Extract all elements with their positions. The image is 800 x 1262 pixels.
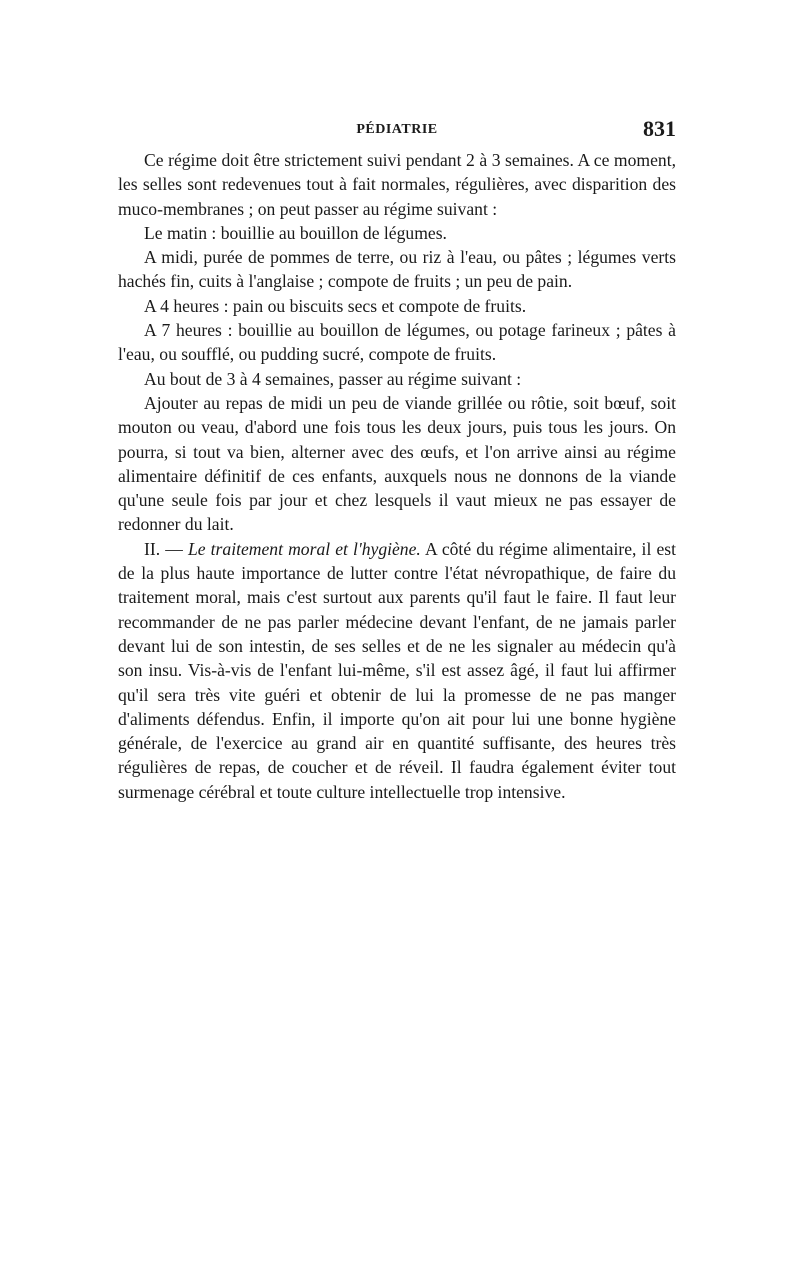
running-header [118, 112, 676, 148]
section-paragraph [118, 537, 676, 804]
running-title: PÉDIATRIE [356, 122, 438, 137]
body-text [118, 148, 676, 804]
section-text: A côté du régime alimentaire, il est de la plus haute importance de lutter contre l'état névropathique, de faire du traitement moral, mais c'est surtout aux parents qu'il faut le faire. Il faut leur recommander de ne pas parler médecine devant l'enfant, de ne jamais parler devant lui de son intestin, de ses selles et de ne les signaler au médecin qu'à son insu. Vis-à-vis de l'enfant lui-même, s'il est assez âgé, il faut lui affirmer qu'il sera très vite guéri et obtenir de lui la promesse de ne pas manger d'aliments défendus. Enfin, il importe qu'on ait pour lui une bonne hygiène générale, de l'exercice au grand air en quantité suffisante, des heures très régulières de repas, de coucher et de réveil. Il faudra également éviter tout surmenage cérébral et toute culture intellectuelle trop intensive. [118, 538, 676, 802]
paragraph: A 4 heures : pain ou biscuits secs et compote de fruits. [144, 295, 527, 316]
section-heading: Le traitement moral et l'hygiène. [187, 538, 421, 559]
paragraph: A 7 heures : bouillie au bouillon de légumes, ou potage farineux ; pâtes à l'eau, ou soufflé, ou pudding sucré, compote de fruits. [118, 320, 676, 365]
paragraph: Ce régime doit être strictement suivi pendant 2 à 3 semaines. A ce moment, les selles sont redevenues tout à fait normales, régulières, avec disparition des muco-membranes ; on peut passer au régime suivant : [118, 150, 676, 219]
paragraph: Ajouter au repas de midi un peu de viande grillée ou rôtie, soit bœuf, soit mouton ou veau, d'abord une fois tous les deux jours, puis tous les jours. On pourra, si tout va bien, alterner avec des œufs, et l'on arrive ainsi au régime alimentaire définitif de ces enfants, auxquels nous ne donnons de la viande qu'une seule fois par jour et chez lesquels il vaut mieux ne pas essayer de redonner du lait. [118, 392, 676, 535]
page-number: 831 [643, 116, 676, 141]
book-page [118, 112, 676, 804]
section-number: II. — [144, 538, 188, 559]
paragraph: A midi, purée de pommes de terre, ou riz à l'eau, ou pâtes ; légumes verts hachés fin, cuits à l'anglaise ; compote de fruits ; un peu de pain. [118, 247, 676, 292]
paragraph: Au bout de 3 à 4 semaines, passer au régime suivant : [144, 368, 522, 389]
paragraph: Le matin : bouillie au bouillon de légumes. [144, 222, 447, 243]
